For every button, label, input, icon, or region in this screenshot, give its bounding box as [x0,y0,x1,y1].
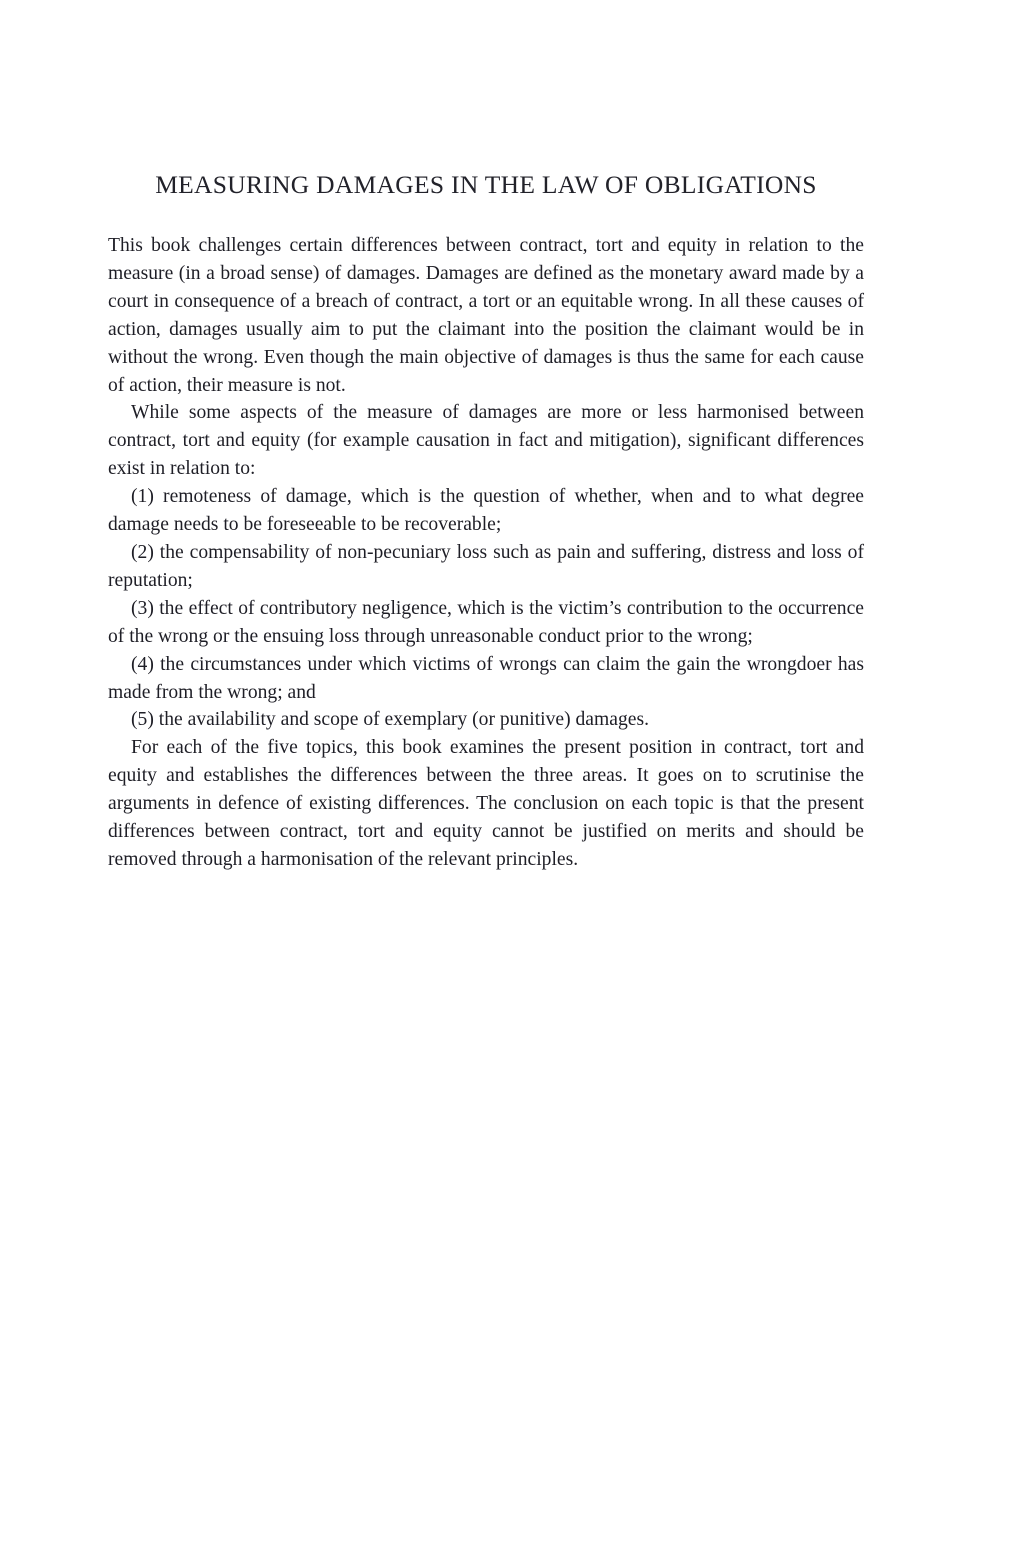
paragraph-intro: This book challenges certain differences between contract, tort and equity in relation to the measure (in a broad sense) of damages. Damages are defined as the monetary award made by a court in consequence of a breach of contract, a tort or an equitable wrong. In all these causes of action, damages usually aim to put the claimant into the position the claimant would be in without the wrong. Even though the main objective of damages is thus the same for each cause of action, their measure is not. [108,235,864,396]
list-item-1: (1) remoteness of damage, which is the question of whether, when and to what degree damage needs to be foreseeable to be recoverable; [108,486,864,536]
body-text [108,232,864,874]
text-block [108,168,864,874]
paragraph-conclusion: For each of the five topics, this book examines the present position in contract, tort and equity and establishes the differences between the three areas. It goes on to scrutinise the arguments in defence of existing differences. The conclusion on each topic is that the present differences between contract, tort and equity cannot be justified on merits and should be removed through a harmonisation of the relevant principles. [108,737,864,870]
list-item-3: (3) the effect of contributory negligence, which is the victim’s contribution to the occurrence of the wrong or the ensuing loss through unreasonable conduct prior to the wrong; [108,597,864,647]
list-item-2: (2) the compensability of non-pecuniary loss such as pain and suffering, distress and loss of reputation; [108,541,864,591]
page-title: MEASURING DAMAGES IN THE LAW OF OBLIGATIONS [155,170,817,199]
list-item-5: (5) the availability and scope of exemplary (or punitive) damages. [131,709,649,731]
paragraph-harmonisation: While some aspects of the measure of damages are more or less harmonised between contract, tort and equity (for example causation in fact and mitigation), significant differences exist in relation to: [108,402,864,480]
list-item-4: (4) the circumstances under which victims of wrongs can claim the gain the wrongdoer has made from the wrong; and [108,653,864,703]
